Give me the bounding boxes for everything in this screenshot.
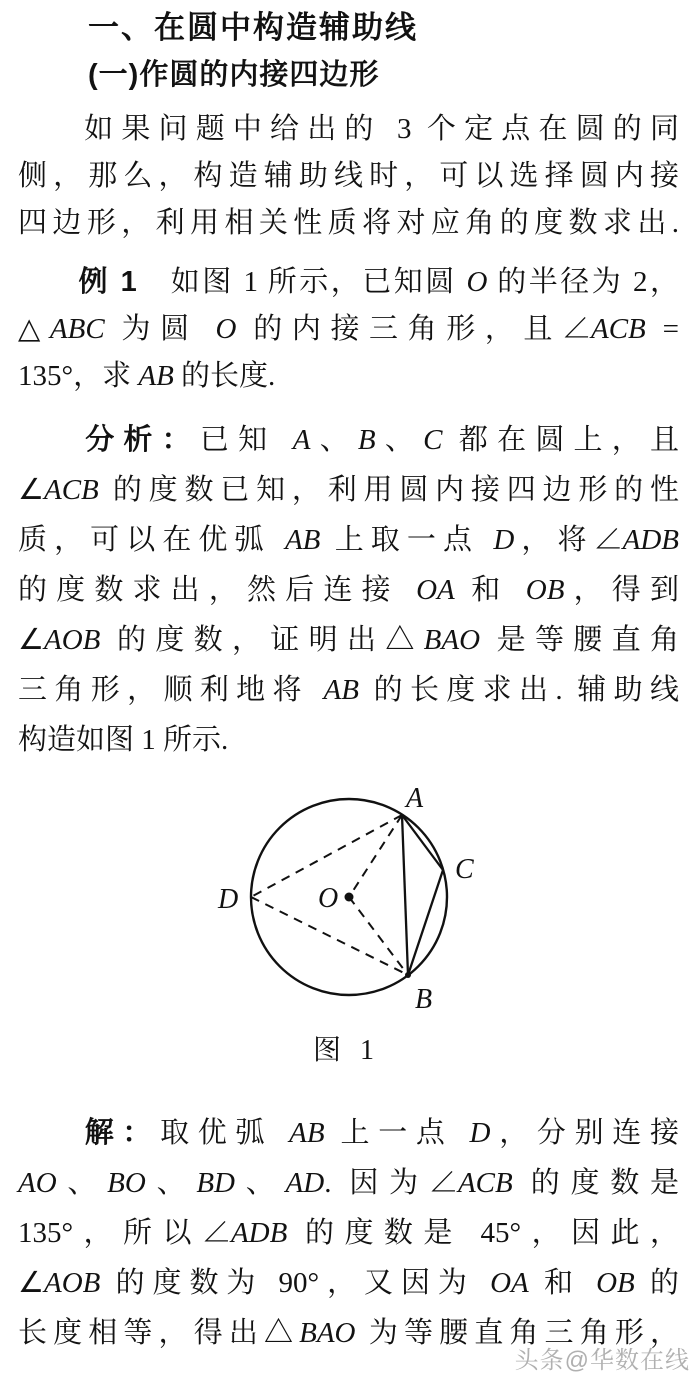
text-line bbox=[18, 1208, 679, 1258]
text-run: 已知 bbox=[199, 424, 293, 456]
text-run: 上取一点 bbox=[320, 524, 494, 556]
text-line bbox=[18, 200, 679, 247]
text-run: 长度相等，得出△ bbox=[18, 1317, 300, 1349]
text-line bbox=[18, 465, 679, 515]
text-run: 的长度求出. 辅助线 bbox=[358, 674, 679, 706]
text-run: 质，可以在优弧 bbox=[18, 524, 285, 556]
text-line bbox=[18, 515, 679, 565]
text-run: 四边形，利用相关性质将对应角的度数求出. bbox=[18, 207, 679, 239]
text-run: 的长度. bbox=[173, 360, 276, 392]
math-variable: AB bbox=[323, 674, 359, 706]
math-variable: ADB bbox=[230, 1217, 288, 1249]
math-variable: C bbox=[423, 424, 443, 456]
text-run: 的半径为 2， bbox=[487, 266, 679, 298]
text-line bbox=[18, 615, 679, 665]
label-center-O: O bbox=[318, 883, 339, 914]
text-run: = bbox=[645, 313, 679, 345]
text-line bbox=[18, 715, 679, 765]
text-line bbox=[18, 665, 679, 715]
text-run: ∠ bbox=[18, 1267, 44, 1299]
segment-AC bbox=[402, 815, 443, 870]
math-variable: BAO bbox=[423, 624, 481, 656]
text-run: ∠ bbox=[18, 474, 44, 506]
text-run: 135°，求 bbox=[18, 360, 139, 392]
bold-lead-label: 例 1 bbox=[76, 266, 137, 298]
math-variable: OB bbox=[596, 1267, 635, 1299]
text-run: ，分别连接 bbox=[490, 1117, 679, 1149]
figure-1-diagram bbox=[0, 780, 693, 1025]
figure-caption: 图 1 bbox=[312, 1035, 380, 1066]
text-run: ，得到 bbox=[564, 574, 679, 606]
text-run: 侧，那么，构造辅助线时，可以选择圆内接 bbox=[18, 160, 679, 192]
text-line bbox=[18, 1158, 679, 1208]
text-run: 的内接三角形，且∠ bbox=[236, 313, 591, 345]
math-variable: D bbox=[469, 1117, 491, 1149]
text-run: 、 bbox=[56, 1167, 108, 1199]
text-run: 和 bbox=[454, 574, 526, 606]
text-run: 的度数为 90°，又因为 bbox=[100, 1267, 491, 1299]
text-run: 的度数是 45°，因此， bbox=[287, 1217, 679, 1249]
math-variable: AOB bbox=[44, 1267, 101, 1299]
math-variable: OB bbox=[525, 574, 565, 606]
text-run: 、 bbox=[235, 1167, 286, 1199]
math-variable: D bbox=[493, 524, 515, 556]
text-line bbox=[18, 259, 679, 306]
math-variable: AOB bbox=[44, 624, 101, 656]
bold-lead-label: 解： bbox=[76, 1117, 161, 1149]
center-point-O bbox=[345, 893, 354, 902]
math-variable: BD bbox=[196, 1167, 236, 1199]
subsection-title: (一)作圆的内接四边形 bbox=[88, 59, 380, 91]
text-run: 都在圆上，且 bbox=[442, 424, 679, 456]
text-run: 的 bbox=[634, 1267, 679, 1299]
segment-OB bbox=[349, 897, 408, 975]
text-run: 、 bbox=[310, 424, 358, 456]
text-run: 的度数，证明出△ bbox=[100, 624, 424, 656]
bold-lead-label: 分析： bbox=[76, 424, 200, 456]
math-variable: O bbox=[215, 313, 237, 345]
text-run: 的度数是 bbox=[512, 1167, 679, 1199]
text-run: 135°，所以∠ bbox=[18, 1217, 231, 1249]
text-run: 如图 1 所示，已知圆 bbox=[136, 266, 467, 298]
paragraph-intro bbox=[18, 106, 679, 247]
math-variable: BO bbox=[107, 1167, 146, 1199]
text-run: 构造如图 1 所示. bbox=[18, 724, 229, 756]
text-line bbox=[18, 565, 679, 615]
text-run: 、 bbox=[145, 1167, 197, 1199]
text-run: △ bbox=[18, 313, 50, 345]
math-variable: AB bbox=[284, 524, 321, 556]
text-line bbox=[18, 306, 679, 353]
text-line bbox=[18, 1108, 679, 1158]
paragraph-analysis bbox=[18, 415, 679, 765]
math-variable: B bbox=[357, 424, 376, 456]
text-run: 和 bbox=[528, 1267, 597, 1299]
math-variable: ACB bbox=[591, 313, 646, 345]
text-run: 如果问题中给出的 3 个定点在圆的同 bbox=[76, 113, 679, 145]
segment-AO bbox=[349, 815, 402, 897]
math-variable: OA bbox=[416, 574, 455, 606]
text-run: 取优弧 bbox=[160, 1117, 290, 1149]
text-run: 上一点 bbox=[324, 1117, 470, 1149]
text-run: 的度数已知，利用圆内接四边形的性 bbox=[98, 474, 679, 506]
circle-diagram-svg bbox=[0, 780, 693, 1025]
label-point-D: D bbox=[218, 884, 239, 915]
text-run: 为等腰直角三角形， bbox=[355, 1317, 679, 1349]
text-line bbox=[18, 106, 679, 153]
math-variable: O bbox=[466, 266, 488, 298]
paragraph-example-1 bbox=[18, 259, 679, 400]
text-run: 为圆 bbox=[104, 313, 216, 345]
paragraph-solution bbox=[18, 1108, 679, 1358]
math-variable: ACB bbox=[457, 1167, 513, 1199]
watermark: 头条@华数在线 bbox=[514, 1347, 690, 1374]
math-variable: ABC bbox=[49, 313, 105, 345]
text-run: 的度数求出，然后连接 bbox=[18, 574, 417, 606]
text-line bbox=[18, 415, 679, 465]
math-variable: BAO bbox=[299, 1317, 356, 1349]
text-line bbox=[18, 353, 679, 400]
text-run: . 因为∠ bbox=[324, 1167, 458, 1199]
label-point-C: C bbox=[455, 854, 474, 885]
math-variable: AB bbox=[138, 360, 174, 392]
math-variable: AD bbox=[285, 1167, 325, 1199]
segment-AB bbox=[402, 815, 408, 975]
label-point-A: A bbox=[406, 783, 424, 814]
text-line bbox=[18, 1258, 679, 1308]
math-variable: AB bbox=[289, 1117, 325, 1149]
math-variable: ACB bbox=[44, 474, 99, 506]
math-variable: A bbox=[292, 424, 311, 456]
text-run: ∠ bbox=[18, 624, 44, 656]
math-variable: ADB bbox=[622, 524, 679, 556]
math-variable: OA bbox=[490, 1267, 529, 1299]
math-variable: AO bbox=[18, 1167, 57, 1199]
section-title: 一、在圆中构造辅助线 bbox=[88, 10, 418, 45]
point-B-dot bbox=[405, 972, 411, 978]
text-run: ，将∠ bbox=[514, 524, 623, 556]
text-line bbox=[18, 153, 679, 200]
text-run: 三角形，顺利地将 bbox=[18, 674, 324, 706]
text-run: 、 bbox=[375, 424, 424, 456]
text-run: 是等腰直角 bbox=[480, 624, 679, 656]
label-point-B: B bbox=[415, 984, 433, 1015]
